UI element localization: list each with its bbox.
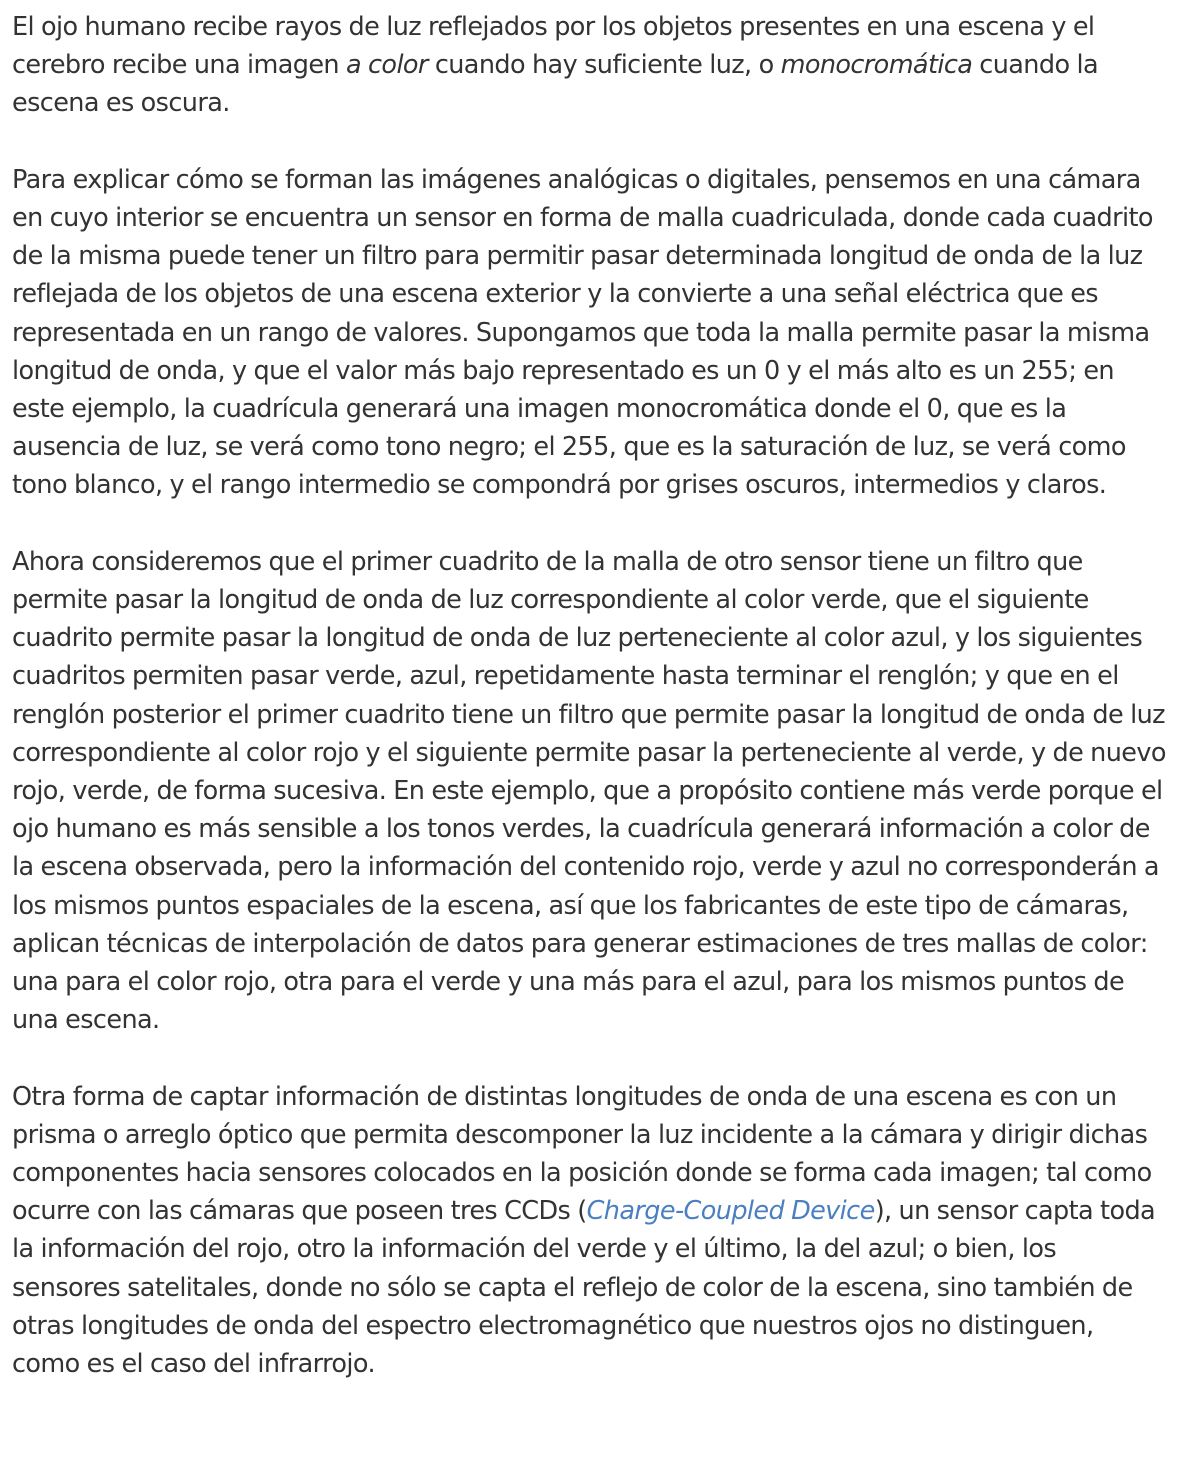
emphasis-a-color: a color — [345, 50, 428, 81]
paragraph-1-text-3: cuando la escena es oscura. — [12, 50, 1098, 119]
paragraph-1-text-2: cuando hay suficiente luz, o — [427, 50, 781, 81]
ccd-link[interactable]: Charge-Coupled Device — [586, 1196, 875, 1227]
paragraph-2: Para explicar cómo se forman las imágenes analógicas o digitales, pensemos en una cámara en cuyo interior se encuentra un sensor en forma de malla cuadriculada, donde cada cuadrito de la misma puede tener un filtro para permitir pasar determinada longitud de onda de la luz reflejada de los objetos de una escena exterior y la convierte a una señal eléctrica que es representada en un rango de valores. Supongamos que toda la malla permite pasar la misma longitud de onda, y que el valor más bajo representado es un 0 y el más alto es un 255; en este ejemplo, la cuadrícula generará una imagen monocromática donde el 0, que es la ausencia de luz, se verá como tono negro; el 255, que es la saturación de luz, se verá como tono blanco, y el rango intermedio se compondrá por grises oscuros, intermedios y claros. — [12, 164, 1153, 501]
paragraph-4 — [12, 1078, 1166, 1384]
paragraph-4-text-1: Otra forma de captar información de distintas longitudes de onda de una escena es con un prisma o arreglo óptico que permita descomponer la luz incidente a la cámara y dirigir dichas componentes hacia sensores colocados en la posición donde se forma cada imagen; tal como ocurre con las cámaras que poseen tres CCDs ( — [12, 1081, 1152, 1227]
emphasis-monocromatica: monocromática — [780, 50, 973, 81]
paragraph-1-text-1: El ojo humano recibe rayos de luz reflejados por los objetos presentes en una escena y el cerebro recibe una imagen — [12, 12, 1095, 81]
paragraph-3: Ahora consideremos que el primer cuadrito de la malla de otro sensor tiene un filtro que permite pasar la longitud de onda de luz correspondiente al color verde, que el siguiente cuadrito permite pasar la longitud de onda de luz perteneciente al color azul, y los siguientes cuadritos permiten pasar verde, azul, repetidamente hasta terminar el renglón; y que en el renglón posterior el primer cuadrito tiene un filtro que permite pasar la longitud de onda de luz correspondiente al color rojo y el siguiente permite pasar la perteneciente al verde, y de nuevo rojo, verde, de forma sucesiva. En este ejemplo, que a propósito contiene más verde porque el ojo humano es más sensible a los tonos verdes, la cuadrícula generará información a color de la escena observada, pero la información del contenido rojo, verde y azul no corresponderán a los mismos puntos espaciales de la escena, así que los fabricantes de este tipo de cámaras, aplican técnicas de interpolación de datos para generar estimaciones de tres mallas de color: una para el color rojo, otra para el verde y una más para el azul, para los mismos puntos de una escena. — [12, 546, 1166, 1036]
paragraph-4-text-2: ), un sensor capta toda la información del rojo, otro la información del verde y el último, la del azul; o bien, los sensores satelitales, donde no sólo se capta el reflejo de color de la escena, sino también de otras longitudes de onda del espectro electromagnético que nuestros ojos no distinguen, como es el caso del infrarrojo. — [12, 1196, 1156, 1380]
paragraph-1 — [12, 8, 1166, 123]
